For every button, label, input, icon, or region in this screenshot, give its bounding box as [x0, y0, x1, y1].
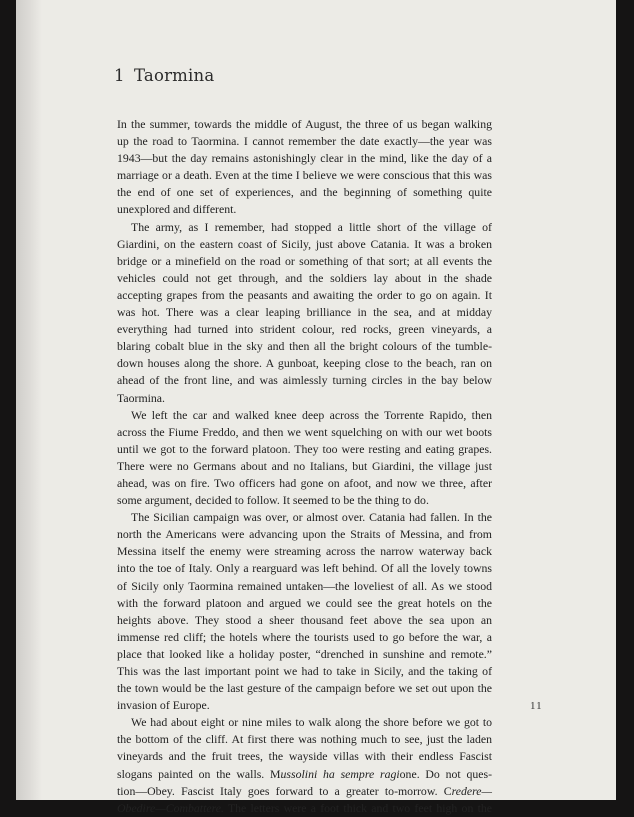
- text-line: some argument, decided to follow. It seemed to be the thing to do.: [117, 493, 429, 508]
- book-page: [16, 0, 616, 815]
- text-line: place that looked like a holiday poster, “drenched in sunshine and remote.”: [117, 646, 492, 661]
- page-number: 11: [530, 700, 543, 712]
- text-line: everything had turned into strident colour, red rocks, green vineyards, a: [117, 322, 492, 337]
- text-line: In the summer, towards the middle of August, the three of us began walking: [117, 117, 492, 131]
- text-line: blaring cobalt blue in the sky and then all the bright colours of the tumble-: [117, 339, 492, 354]
- text-line: Messina itself the enemy were streaming across the narrow waterway back: [117, 544, 492, 559]
- text-line: the bottom of the cliff. At first there was nothing much to see, just the laden: [117, 732, 492, 747]
- text-line: into the toe of Italy. Only a rearguard was left behind. Of all the lovely towns: [117, 561, 492, 576]
- text-line: across the Fiume Freddo, and then we went squelching on with our wet boots: [117, 424, 492, 439]
- text-line: 1943—but the day remains astonishingly clear in the mind, like the day of a: [117, 151, 492, 166]
- text-line: There were no Germans about and no Italians, but Giardini, the village just: [117, 458, 492, 473]
- chapter-heading: [114, 66, 214, 85]
- chapter-title: Taormina: [134, 66, 215, 85]
- text-line: marriage or a death. Even at the time I believe we were conscious that this was: [117, 168, 492, 183]
- text-line: tion—Obey. Fascist Italy goes forward to a greater to-morrow. Credere—: [117, 783, 492, 798]
- body-text: [117, 116, 492, 817]
- text-line: We had about eight or nine miles to walk along the shore before we got to: [131, 715, 492, 730]
- text-line: was hot. There was a clear leaping brilliance in the sea, and at midday: [117, 305, 492, 320]
- page-gutter: [16, 0, 42, 800]
- text-line: ahead of the front line, and was aimlessly turning circles in the bay below: [117, 373, 492, 388]
- text-line: slogans painted on the walls. Mussolini ha sempre ragione. Do not ques-: [117, 766, 492, 781]
- text-line: invasion of Europe.: [117, 698, 210, 713]
- text-line: vineyards and the fruit trees, the wayside villas with their endless Fascist: [117, 749, 492, 764]
- text-line: This was the last important point we had to take in Sicily, and the taking of: [117, 664, 492, 678]
- text-line: accepting grapes from the peasants and awaiting the order to go on again. It: [117, 287, 492, 302]
- text-line: until we got to the forward platoon. They too were resting and eating grapes.: [117, 441, 492, 456]
- text-line: ahead, was on fire. Two officers had gone on afoot, and now we three, after: [117, 475, 492, 490]
- text-line: Giardini, on the eastern coast of Sicily, just above Catania. It was a broken: [117, 236, 492, 251]
- text-line: We left the car and walked knee deep across the Torrente Rapido, then: [131, 407, 492, 422]
- text-line: The army, as I remember, had stopped a little short of the village of: [131, 219, 492, 234]
- text-line: heights above. They stood a sheer thousand feet above the sea upon an: [117, 612, 492, 627]
- text-line: unexplored and different.: [117, 202, 237, 217]
- text-line: with the forward platoon and argued we could see the great hotels on the: [117, 595, 492, 610]
- text-line: of Sicily only Taormina remained untaken—the loveliest of all. As we stood: [117, 578, 492, 593]
- text-line: the end of one set of experiences, and the beginning of something quite: [117, 185, 492, 200]
- text-line: down houses along the shore. A gunboat, keeping close to the beach, ran on: [117, 356, 492, 371]
- text-line: north the Americans were advancing upon the Straits of Messina, and from: [117, 527, 492, 542]
- text-line: immense red cliff; the hotels where the tourists used to go before the war, a: [117, 629, 492, 644]
- text-line: Taormina.: [117, 390, 165, 405]
- text-line: vehicles could not get through, and the soldiers lay about in the shade: [117, 270, 492, 285]
- text-line: The Sicilian campaign was over, or almost over. Catania had fallen. In the: [131, 510, 492, 525]
- text-line: the town would be the last gesture of the campaign before we set out upon the: [117, 681, 492, 696]
- chapter-number: 1: [114, 66, 125, 85]
- text-line: bridge or a minefield on the road or something of that sort; at all events the: [117, 253, 492, 268]
- text-line: Obedire—Combattere. The letters were a foot thick and two feet high on the: [117, 800, 492, 815]
- text-line: up the road to Taormina. I cannot remember the date exactly—the year was: [117, 134, 492, 149]
